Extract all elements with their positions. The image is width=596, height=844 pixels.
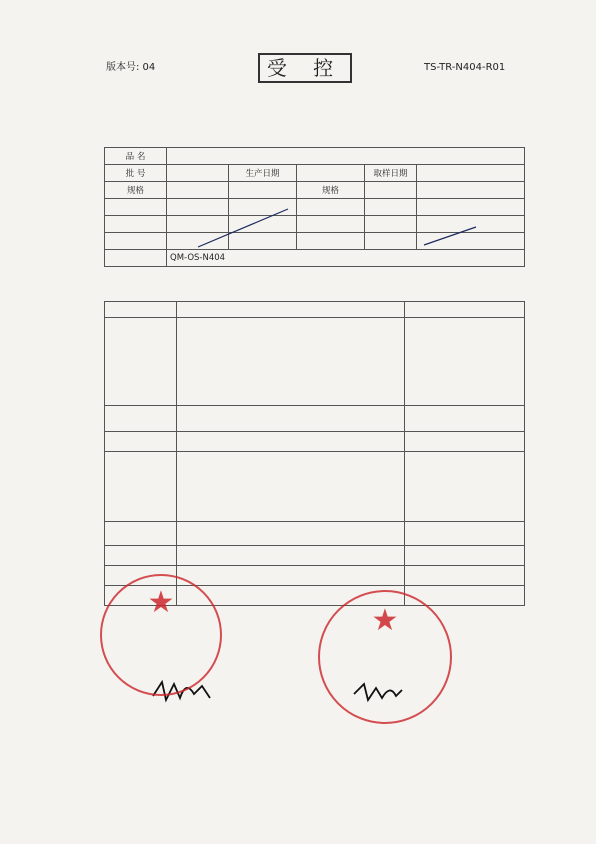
product-name-label: 品 名 (105, 148, 167, 165)
result-appearance (405, 318, 525, 406)
spec-header-left: 规格 (105, 182, 167, 199)
item-appearance (105, 318, 177, 406)
standard-linearity (177, 522, 405, 546)
results-table (104, 301, 525, 606)
document-code: TS-TR-N404-R01 (424, 62, 506, 73)
spec-header-right: 规格 (297, 182, 365, 199)
item-strip-width (105, 406, 177, 432)
result-repeatability (405, 546, 525, 566)
header-standard (177, 302, 405, 318)
header-result (405, 302, 525, 318)
result-accuracy (405, 566, 525, 586)
production-date-label: 生产日期 (229, 165, 297, 182)
standard-migration-speed (177, 432, 405, 452)
strike-lines (104, 147, 524, 267)
sampling-date-label: 取样日期 (365, 165, 417, 182)
controlled-stamp: 受 控 (258, 53, 352, 83)
item-repeatability (105, 546, 177, 566)
basis-value: QM-OS-N404 (167, 250, 525, 267)
inspection-stamp: ★ (100, 574, 222, 696)
item-blank (105, 452, 177, 522)
quality-control-stamp: ★ (318, 590, 452, 724)
result-blank (405, 452, 525, 522)
item-migration-speed (105, 432, 177, 452)
standard-appearance (177, 318, 405, 406)
result-migration-speed (405, 432, 525, 452)
standard-blank (177, 452, 405, 522)
batch-label: 批 号 (105, 165, 167, 182)
standard-accuracy (177, 566, 405, 586)
result-strip-width (405, 406, 525, 432)
version-number: 版本号: 04 (106, 62, 156, 73)
result-linearity (405, 522, 525, 546)
item-linearity (105, 522, 177, 546)
header-item (105, 302, 177, 318)
standard-repeatability (177, 546, 405, 566)
standard-strip-width (177, 406, 405, 432)
